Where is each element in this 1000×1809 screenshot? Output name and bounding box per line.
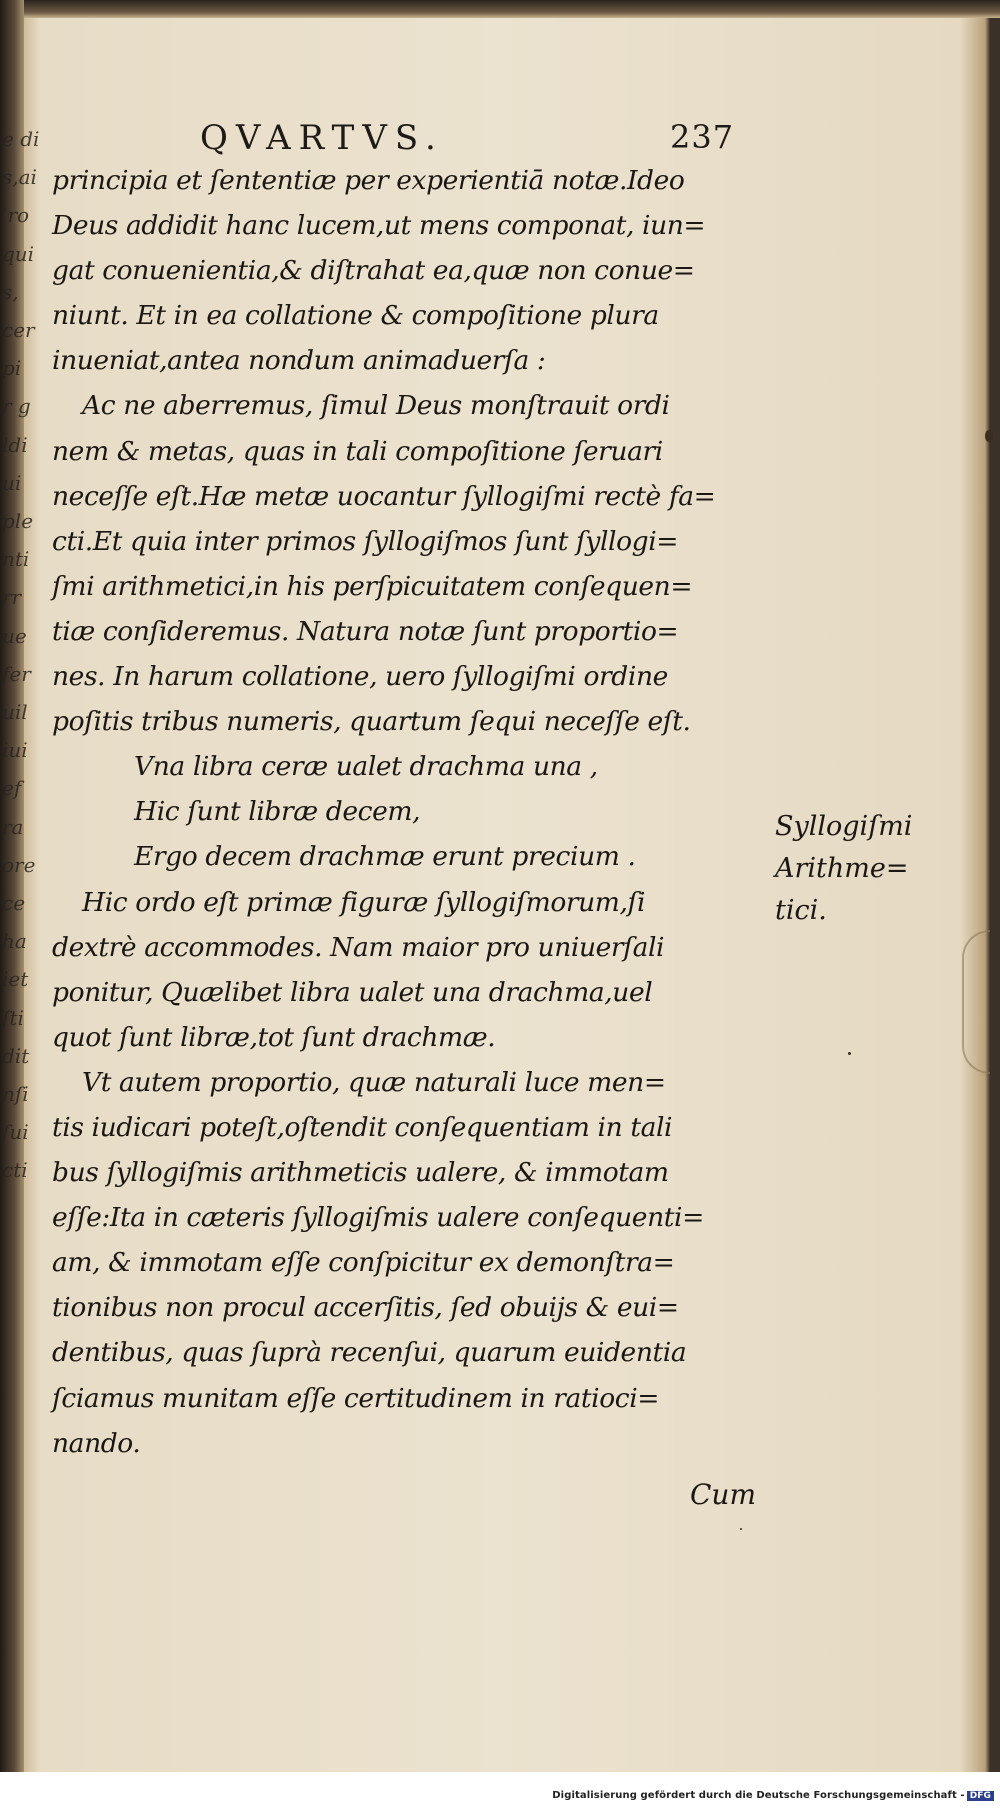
edge-fragment: qui bbox=[2, 241, 35, 266]
marginal-note-line: Syllogiſmi bbox=[775, 811, 913, 842]
text-line: Ergo decem drachmæ erunt precium . bbox=[134, 841, 636, 873]
edge-fragment: nſi bbox=[2, 1082, 29, 1107]
facing-page-edge-text bbox=[2, 120, 40, 1360]
text-line: eſſe:Ita in cæteris ſyllogiſmis ualere conſequenti= bbox=[52, 1202, 704, 1234]
edge-fragment: 'ro bbox=[2, 203, 30, 228]
marginal-note-line: Arithme= bbox=[775, 853, 909, 884]
text-line: nem & metas, quas in tali compoſitione ſeruari bbox=[52, 435, 663, 467]
text-line: dentibus, quas ſuprà recenſui, quarum euidentia bbox=[52, 1337, 687, 1369]
edge-fragment: iui bbox=[2, 738, 28, 763]
page-number: 237 bbox=[670, 118, 735, 156]
edge-fragment: r g bbox=[2, 394, 31, 419]
edge-fragment: nti bbox=[2, 547, 30, 572]
text-line: nando. bbox=[52, 1427, 141, 1459]
text-line: ponitur, Quælibet libra ualet una drachma,uel bbox=[52, 976, 653, 1008]
edge-fragment: ldi bbox=[2, 432, 28, 457]
marginal-note-line: tici. bbox=[775, 895, 827, 926]
text-line: dextrè accommodes. Nam maior pro uniuerſali bbox=[52, 931, 665, 963]
edge-fragment: cti bbox=[2, 1158, 28, 1183]
text-line: ſciamus munitam eſſe certitudinem in ratioci= bbox=[52, 1382, 660, 1414]
dfg-logo: DFG bbox=[967, 1791, 994, 1801]
edge-fragment: uil bbox=[2, 700, 28, 725]
page-fold-mark bbox=[962, 930, 990, 1074]
text-line: quot ſunt libræ,tot ſunt drachmæ. bbox=[52, 1021, 496, 1053]
text-line: ſmi arithmetici,in his perſpicuitatem conſequen= bbox=[52, 570, 693, 602]
edge-fragment: ce bbox=[2, 891, 26, 916]
running-head: QVARTVS. bbox=[200, 118, 444, 158]
text-line: bus ſyllogiſmis arithmeticis ualere, & immotam bbox=[52, 1157, 669, 1189]
edge-fragment: iet bbox=[2, 967, 29, 992]
edge-fragment: ha bbox=[2, 929, 27, 954]
text-line: principia et ſententiæ per experientiā notæ.Ideo bbox=[52, 165, 685, 196]
ink-speck bbox=[985, 430, 993, 442]
digitization-credit bbox=[552, 1790, 994, 1801]
ink-speck bbox=[740, 1528, 742, 1530]
edge-fragment: dit bbox=[2, 1043, 30, 1068]
edge-fragment: fer bbox=[2, 661, 31, 686]
text-line: tionibus non procul accerſitis, ſed obuijs & eui= bbox=[52, 1292, 679, 1324]
top-edge bbox=[0, 0, 1000, 18]
edge-fragment: pi bbox=[2, 356, 22, 381]
text-line: poſitis tribus numeris, quartum ſequi neceſſe eſt. bbox=[52, 706, 691, 738]
text-line: am, & immotam eſſe conſpicitur ex demonſtra= bbox=[52, 1247, 675, 1279]
credit-text: Digitalisierung gefördert durch die Deutsche Forschungsgemeinschaft - bbox=[552, 1790, 965, 1801]
text-line: Hic ordo eſt primæ figuræ ſyllogiſmorum,ſi bbox=[82, 886, 646, 918]
text-line: nes. In harum collatione, uero ſyllogiſmi ordine bbox=[52, 661, 668, 693]
edge-fragment: ra bbox=[2, 814, 24, 839]
edge-fragment: ef bbox=[2, 776, 22, 801]
page-header bbox=[200, 118, 760, 158]
edge-fragment: ſti bbox=[2, 1005, 24, 1030]
edge-fragment: e di bbox=[2, 127, 40, 151]
text-line: Deus addidit hanc lucem,ut mens componat, iun= bbox=[52, 210, 706, 242]
text-line: Vna libra ceræ ualet drachma una , bbox=[134, 751, 598, 783]
text-line: tiæ conſideremus. Natura notæ ſunt proportio= bbox=[52, 615, 679, 647]
text-line: niunt. Et in ea collatione & compoſitione plura bbox=[52, 300, 659, 332]
edge-fragment: ple bbox=[2, 509, 34, 534]
edge-fragment: ſui bbox=[2, 1120, 29, 1145]
marginal-note bbox=[775, 806, 965, 932]
text-line: tis iudicari poteſt,oſtendit conſequentiam in tali bbox=[52, 1111, 673, 1143]
text-line: cti.Et quia inter primos ſyllogiſmos ſunt ſyllogi= bbox=[52, 525, 679, 557]
ink-speck bbox=[848, 1052, 851, 1055]
edge-fragment: s,ai bbox=[2, 165, 37, 190]
edge-fragment: s, bbox=[2, 279, 19, 304]
edge-fragment: ore bbox=[2, 852, 36, 877]
text-line: Ac ne aberremus, ſimul Deus monſtrauit ordi bbox=[82, 390, 670, 422]
text-line: gat conuenientia,& diſtrahat ea,quæ non conue= bbox=[52, 255, 695, 287]
edge-fragment: ue bbox=[2, 623, 27, 648]
body-text bbox=[52, 158, 764, 1466]
text-line: neceſſe eſt.Hæ metæ uocantur ſyllogiſmi rectè fa= bbox=[52, 480, 716, 512]
catchword: Cum bbox=[690, 1478, 757, 1511]
edge-fragment: cer bbox=[2, 318, 35, 343]
edge-fragment: rr bbox=[2, 585, 22, 610]
text-line: inueniat,antea nondum animaduerſa : bbox=[52, 345, 546, 377]
text-line: Vt autem proportio, quæ naturali luce men= bbox=[82, 1066, 666, 1098]
edge-fragment: ui bbox=[2, 470, 22, 495]
text-line: Hic ſunt libræ decem, bbox=[134, 796, 421, 828]
